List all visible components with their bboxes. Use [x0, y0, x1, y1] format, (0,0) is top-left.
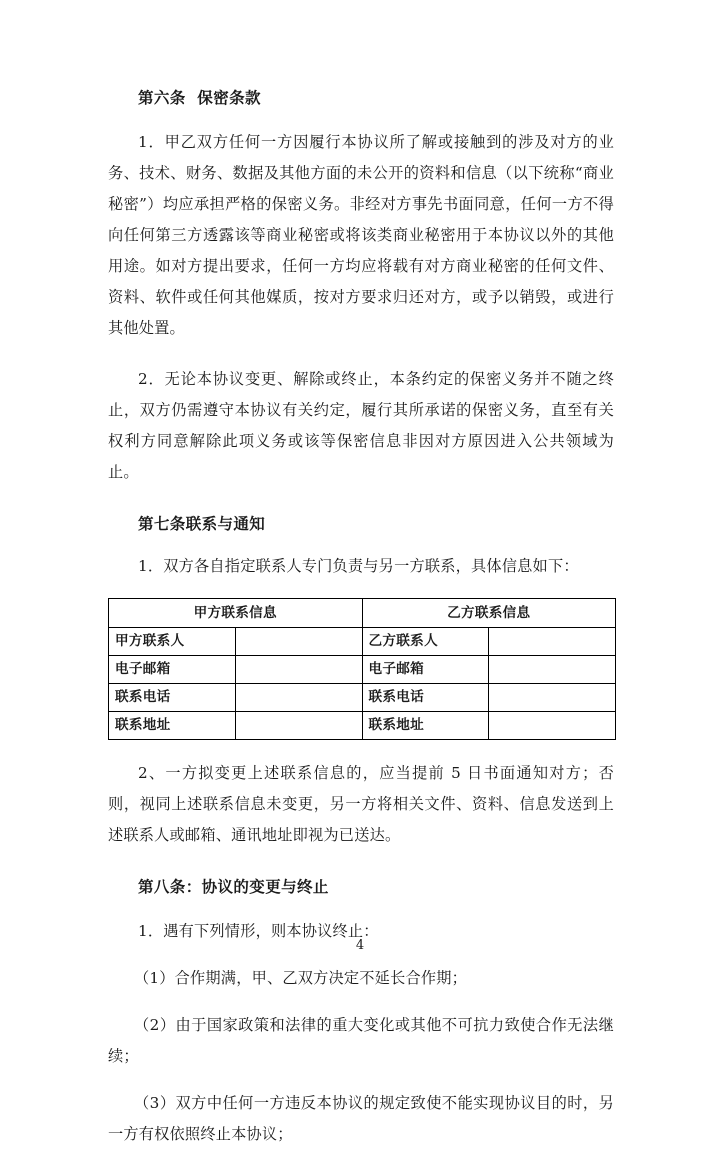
heading-article-eight: 第八条：协议的变更与终止: [138, 877, 329, 896]
row-value-party-b-phone[interactable]: [489, 684, 616, 712]
spacer: [108, 488, 614, 508]
row-value-party-b-contact-person[interactable]: [489, 628, 616, 656]
row-label-party-b-contact-person: 乙方联系人: [362, 628, 489, 656]
spacer: [108, 1072, 614, 1088]
table-header-party-b: 乙方联系信息: [362, 599, 616, 628]
row-value-party-b-address[interactable]: [489, 712, 616, 740]
row-label-party-b-phone: 联系电话: [362, 684, 489, 712]
article-seven-item-1: 1．双方各自指定联系人专门负责与另一方联系，具体信息如下：: [138, 557, 579, 575]
table-row: [109, 684, 616, 712]
table-header-party-a: 甲方联系信息: [109, 599, 363, 628]
row-label-party-a-phone: 联系电话: [109, 684, 236, 712]
table-header-row: [109, 599, 616, 628]
row-label-party-a-email: 电子邮箱: [109, 656, 236, 684]
spacer: [108, 582, 614, 598]
spacer: [108, 539, 614, 551]
spacer: [108, 851, 614, 871]
spacer: [108, 994, 614, 1010]
article-eight-sub-1: （1）合作期满，甲、乙双方决定不延长合作期；: [134, 969, 468, 987]
row-label-party-b-address: 联系地址: [362, 712, 489, 740]
row-value-party-a-contact-person[interactable]: [235, 628, 362, 656]
heading-article-seven: 第七条联系与通知: [138, 514, 266, 533]
article-six-item-1: 1．甲乙双方任何一方因履行本协议所了解或接触到的涉及对方的业务、技术、财务、数据及其他方面的未公开的资料和信息（以下统称“商业秘密”）均应承担严格的保密义务。非经对方事先书面同意，任何一方不得向任何第三方透露该等商业秘密或将该类商业秘密用于本协议以外的其他用途。如对方提出要求，任何一方均应将载有对方商业秘密的任何文件、资料、软件或任何其他媒质，按对方要求归还对方，或予以销毁，或进行其他处置。: [108, 133, 614, 337]
article-six-item-2: 2．无论本协议变更、解除或终止，本条约定的保密义务并不随之终止，双方仍需遵守本协议有关约定，履行其所承诺的保密义务，直至有关权利方同意解除此项义务或该等保密信息非因对方原因进入公共领域为止。: [108, 370, 614, 481]
row-value-party-a-address[interactable]: [235, 712, 362, 740]
spacer: [108, 113, 614, 127]
row-value-party-a-email[interactable]: [235, 656, 362, 684]
article-seven-item-2: 2、一方拟变更上述联系信息的，应当提前 5 日书面通知对方；否则，视同上述联系信息未变更，另一方将相关文件、资料、信息发送到上述联系人或邮箱、通讯地址即视为已送达。: [108, 764, 614, 844]
page-number-footer: 4: [355, 938, 365, 953]
spacer: [108, 344, 614, 364]
contact-information-table: [108, 598, 616, 740]
row-label-party-a-contact-person: 甲方联系人: [109, 628, 236, 656]
row-value-party-b-email[interactable]: [489, 656, 616, 684]
row-value-party-a-phone[interactable]: [235, 684, 362, 712]
table-row: [109, 712, 616, 740]
article-eight-sub-3: （3）双方中任何一方违反本协议的规定致使不能实现协议目的时，另一方有权依照终止本协议；: [108, 1094, 614, 1143]
row-label-party-a-address: 联系地址: [109, 712, 236, 740]
heading-article-six: 第六条 保密条款: [138, 88, 261, 107]
page-content: [108, 82, 614, 1150]
contact-table-body: [109, 599, 616, 740]
spacer: [108, 740, 614, 758]
row-label-party-b-email: 电子邮箱: [362, 656, 489, 684]
table-row: [109, 628, 616, 656]
spacer: [108, 902, 614, 916]
article-eight-item-1: 1．遇有下列情形，则本协议终止：: [138, 922, 379, 940]
article-eight-sub-2: （2）由于国家政策和法律的重大变化或其他不可抗力致使合作无法继续；: [108, 1016, 614, 1065]
table-row: [109, 656, 616, 684]
